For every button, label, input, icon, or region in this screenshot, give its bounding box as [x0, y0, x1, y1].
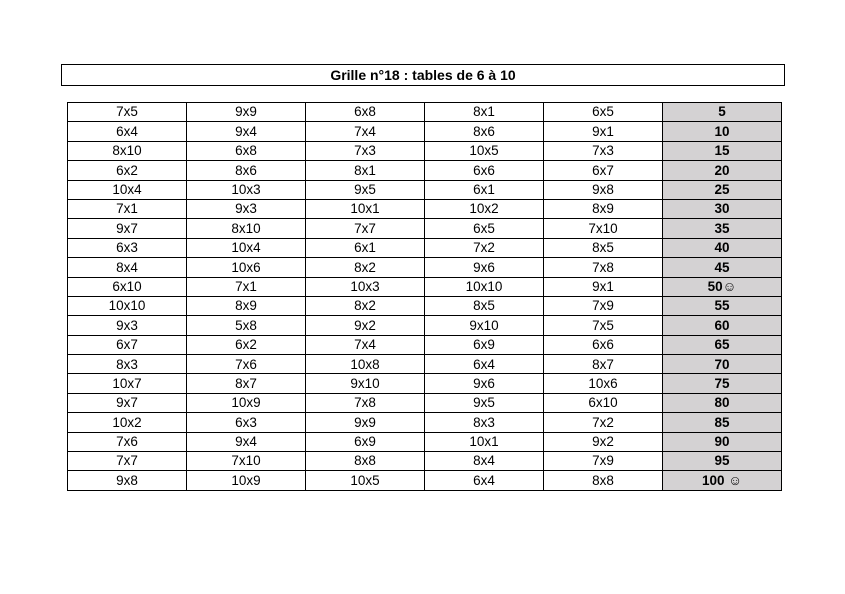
- table-row: [68, 180, 782, 199]
- multiplication-cell: 8x9: [544, 199, 663, 218]
- multiplication-cell: 6x5: [544, 103, 663, 122]
- multiplication-cell: 10x9: [187, 471, 306, 490]
- score-cell: 10: [663, 122, 782, 141]
- table-row: [68, 432, 782, 451]
- multiplication-cell: 8x4: [425, 452, 544, 471]
- multiplication-cell: 6x2: [187, 335, 306, 354]
- table-row: [68, 103, 782, 122]
- table-row: [68, 199, 782, 218]
- table-row: [68, 258, 782, 277]
- multiplication-cell: 6x5: [425, 219, 544, 238]
- multiplication-cell: 8x1: [425, 103, 544, 122]
- multiplication-cell: 9x10: [425, 316, 544, 335]
- multiplication-cell: 10x3: [306, 277, 425, 296]
- score-cell: 45: [663, 258, 782, 277]
- multiplication-cell: 6x2: [68, 161, 187, 180]
- multiplication-cell: 9x10: [306, 374, 425, 393]
- table-row: [68, 296, 782, 315]
- score-cell: 70: [663, 355, 782, 374]
- multiplication-cell: 10x3: [187, 180, 306, 199]
- table-row: [68, 393, 782, 412]
- multiplication-cell: 10x5: [425, 141, 544, 160]
- score-cell: 30: [663, 199, 782, 218]
- multiplication-cell: 8x6: [425, 122, 544, 141]
- multiplication-cell: 7x5: [68, 103, 187, 122]
- multiplication-cell: 8x2: [306, 258, 425, 277]
- multiplication-cell: 9x4: [187, 122, 306, 141]
- table-row: [68, 238, 782, 257]
- multiplication-cell: 10x1: [306, 199, 425, 218]
- multiplication-cell: 7x3: [544, 141, 663, 160]
- score-cell: 25: [663, 180, 782, 199]
- score-cell: 5: [663, 103, 782, 122]
- multiplication-cell: 6x9: [425, 335, 544, 354]
- multiplication-cell: 9x1: [544, 122, 663, 141]
- score-cell: 40: [663, 238, 782, 257]
- score-cell: 80: [663, 393, 782, 412]
- multiplication-cell: 7x4: [306, 335, 425, 354]
- multiplication-cell: 9x8: [544, 180, 663, 199]
- multiplication-cell: 9x7: [68, 393, 187, 412]
- table-row: [68, 277, 782, 296]
- multiplication-cell: 6x7: [68, 335, 187, 354]
- multiplication-cell: 7x2: [544, 413, 663, 432]
- multiplication-cell: 7x7: [68, 452, 187, 471]
- multiplication-cell: 10x1: [425, 432, 544, 451]
- score-cell: 95: [663, 452, 782, 471]
- multiplication-cell: 8x7: [544, 355, 663, 374]
- table-row: [68, 219, 782, 238]
- multiplication-cell: 8x10: [68, 141, 187, 160]
- multiplication-cell: 6x4: [425, 355, 544, 374]
- multiplication-cell: 10x4: [187, 238, 306, 257]
- multiplication-cell: 10x10: [68, 296, 187, 315]
- multiplication-cell: 9x2: [544, 432, 663, 451]
- multiplication-cell: 6x6: [544, 335, 663, 354]
- grid-body: [68, 103, 782, 491]
- multiplication-cell: 8x9: [187, 296, 306, 315]
- multiplication-cell: 8x5: [544, 238, 663, 257]
- score-cell: 85: [663, 413, 782, 432]
- score-cell: 15: [663, 141, 782, 160]
- multiplication-cell: 6x6: [425, 161, 544, 180]
- score-cell: 60: [663, 316, 782, 335]
- multiplication-cell: 8x6: [187, 161, 306, 180]
- score-cell: 65: [663, 335, 782, 354]
- score-cell: 55: [663, 296, 782, 315]
- multiplication-cell: 9x4: [187, 432, 306, 451]
- multiplication-cell: 6x8: [306, 103, 425, 122]
- multiplication-cell: 10x6: [544, 374, 663, 393]
- table-row: [68, 355, 782, 374]
- multiplication-cell: 7x8: [306, 393, 425, 412]
- multiplication-cell: 7x6: [187, 355, 306, 374]
- multiplication-cell: 9x1: [544, 277, 663, 296]
- multiplication-cell: 10x6: [187, 258, 306, 277]
- multiplication-cell: 8x10: [187, 219, 306, 238]
- multiplication-cell: 8x3: [68, 355, 187, 374]
- multiplication-grid: [67, 102, 782, 491]
- multiplication-cell: 6x4: [425, 471, 544, 490]
- multiplication-cell: 6x4: [68, 122, 187, 141]
- multiplication-cell: 10x10: [425, 277, 544, 296]
- multiplication-cell: 7x4: [306, 122, 425, 141]
- multiplication-cell: 7x7: [306, 219, 425, 238]
- multiplication-cell: 10x2: [425, 199, 544, 218]
- multiplication-cell: 6x7: [544, 161, 663, 180]
- multiplication-cell: 5x8: [187, 316, 306, 335]
- multiplication-cell: 6x10: [544, 393, 663, 412]
- multiplication-cell: 9x6: [425, 258, 544, 277]
- multiplication-cell: 10x2: [68, 413, 187, 432]
- multiplication-cell: 9x7: [68, 219, 187, 238]
- multiplication-cell: 8x5: [425, 296, 544, 315]
- multiplication-cell: 7x5: [544, 316, 663, 335]
- multiplication-cell: 9x9: [306, 413, 425, 432]
- multiplication-cell: 7x6: [68, 432, 187, 451]
- multiplication-cell: 7x8: [544, 258, 663, 277]
- multiplication-cell: 7x10: [187, 452, 306, 471]
- table-row: [68, 122, 782, 141]
- multiplication-cell: 9x2: [306, 316, 425, 335]
- multiplication-cell: 10x7: [68, 374, 187, 393]
- table-row: [68, 374, 782, 393]
- multiplication-cell: 8x2: [306, 296, 425, 315]
- score-cell: 100 ☺: [663, 471, 782, 490]
- table-row: [68, 141, 782, 160]
- score-cell: 75: [663, 374, 782, 393]
- score-cell: 35: [663, 219, 782, 238]
- worksheet-title: [61, 64, 785, 86]
- multiplication-cell: 6x3: [68, 238, 187, 257]
- multiplication-cell: 7x1: [187, 277, 306, 296]
- multiplication-cell: 6x10: [68, 277, 187, 296]
- table-row: [68, 335, 782, 354]
- multiplication-cell: 6x3: [187, 413, 306, 432]
- multiplication-cell: 7x10: [544, 219, 663, 238]
- multiplication-cell: 7x3: [306, 141, 425, 160]
- multiplication-cell: 9x5: [306, 180, 425, 199]
- table-row: [68, 413, 782, 432]
- multiplication-cell: 8x7: [187, 374, 306, 393]
- multiplication-cell: 8x8: [544, 471, 663, 490]
- multiplication-cell: 7x9: [544, 452, 663, 471]
- multiplication-cell: 9x3: [68, 316, 187, 335]
- multiplication-cell: 9x8: [68, 471, 187, 490]
- worksheet-title-text: Grille n°18 : tables de 6 à 10: [330, 67, 516, 83]
- score-cell: 50☺: [663, 277, 782, 296]
- multiplication-cell: 6x1: [306, 238, 425, 257]
- table-row: [68, 471, 782, 490]
- score-cell: 20: [663, 161, 782, 180]
- multiplication-cell: 6x9: [306, 432, 425, 451]
- multiplication-cell: 7x9: [544, 296, 663, 315]
- multiplication-cell: 8x3: [425, 413, 544, 432]
- multiplication-cell: 6x1: [425, 180, 544, 199]
- multiplication-cell: 6x8: [187, 141, 306, 160]
- multiplication-cell: 7x1: [68, 199, 187, 218]
- table-row: [68, 316, 782, 335]
- table-row: [68, 452, 782, 471]
- multiplication-cell: 10x4: [68, 180, 187, 199]
- multiplication-cell: 9x5: [425, 393, 544, 412]
- multiplication-cell: 9x6: [425, 374, 544, 393]
- score-cell: 90: [663, 432, 782, 451]
- multiplication-cell: 9x9: [187, 103, 306, 122]
- multiplication-cell: 10x9: [187, 393, 306, 412]
- multiplication-cell: 10x8: [306, 355, 425, 374]
- multiplication-cell: 8x4: [68, 258, 187, 277]
- table-row: [68, 161, 782, 180]
- multiplication-cell: 10x5: [306, 471, 425, 490]
- multiplication-cell: 7x2: [425, 238, 544, 257]
- multiplication-cell: 9x3: [187, 199, 306, 218]
- multiplication-cell: 8x8: [306, 452, 425, 471]
- multiplication-cell: 8x1: [306, 161, 425, 180]
